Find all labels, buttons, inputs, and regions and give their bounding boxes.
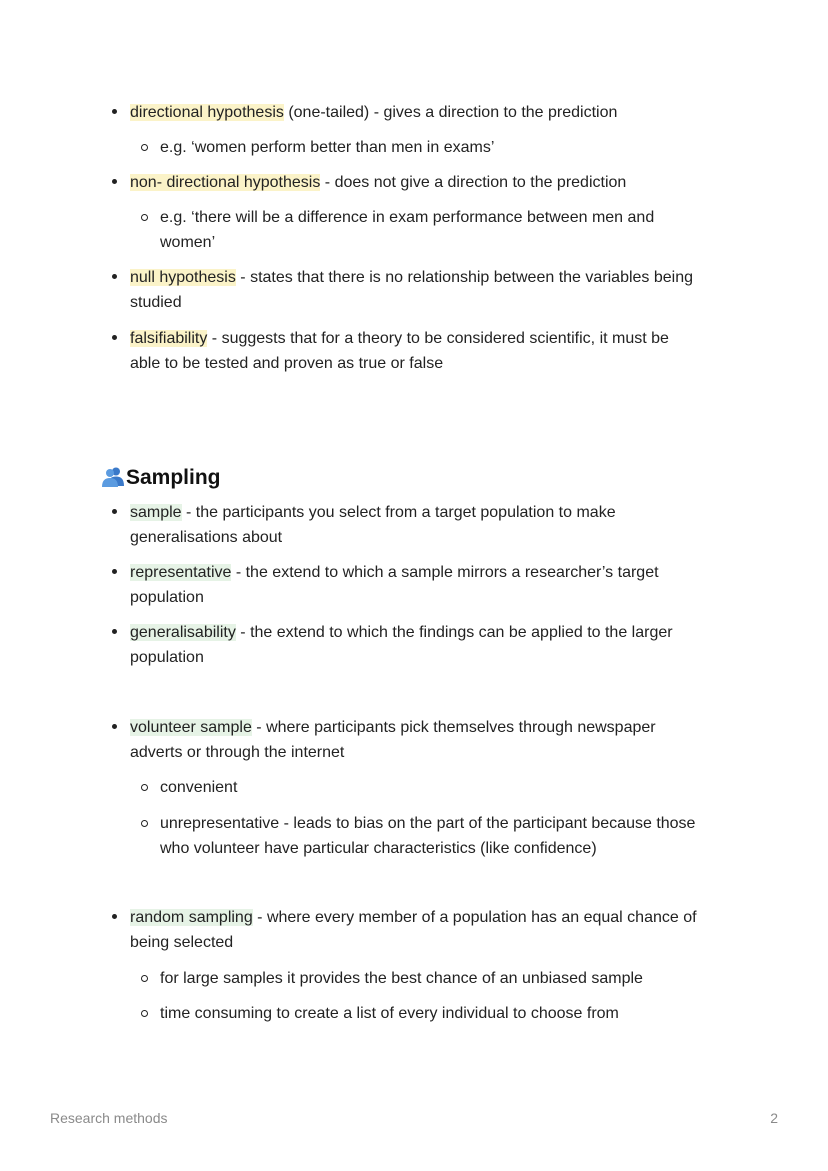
sub-item-line: who volunteer have particular characteristics (like confidence)	[160, 840, 597, 857]
example-line: women’	[160, 234, 216, 251]
bullet-ring	[141, 1010, 148, 1017]
sub-item-large-samples: for large samples it provides the best chance of an unbiased sample	[160, 970, 643, 987]
bullet-ring	[141, 820, 148, 827]
bullet-dot	[112, 724, 117, 729]
bullet-dot	[112, 109, 117, 114]
definition-text: (one-tailed) - gives a direction to the prediction	[283, 104, 618, 121]
bullet-dot	[112, 569, 117, 574]
bullet-ring	[141, 784, 148, 791]
section-heading-sampling	[102, 464, 221, 492]
sub-item-example: e.g. ‘women perform better than men in exams’	[160, 139, 495, 156]
term-highlight: representative	[130, 564, 232, 581]
bullet-dot	[112, 335, 117, 340]
definition-text: - where every member of a population has an equal chance of	[252, 909, 697, 926]
term-highlight: random sampling	[130, 909, 253, 926]
footer-title: Research methods	[50, 1110, 168, 1126]
bullet-dot	[112, 509, 117, 514]
term-highlight: null hypothesis	[130, 269, 236, 286]
bullet-ring	[141, 975, 148, 982]
definition-text: population	[130, 589, 204, 606]
sub-item-convenient: convenient	[160, 779, 238, 796]
definition-text: population	[130, 649, 204, 666]
sub-item-time-consuming: time consuming to create a list of every individual to choose from	[160, 1005, 619, 1022]
list-item-non-directional	[130, 170, 740, 195]
definition-text: being selected	[130, 934, 234, 951]
term-highlight: sample	[130, 504, 182, 521]
list-item-representative	[130, 560, 740, 610]
definition-text: - the extend to which a sample mirrors a researcher’s target	[231, 564, 659, 581]
bullet-dot	[112, 914, 117, 919]
definition-text: - suggests that for a theory to be considered scientific, it must be	[207, 330, 669, 347]
definition-text: adverts or through the internet	[130, 744, 345, 761]
definition-text: studied	[130, 294, 182, 311]
sub-item-line: unrepresentative - leads to bias on the part of the participant because those	[160, 815, 696, 832]
bullet-ring	[141, 144, 148, 151]
bullet-dot	[112, 274, 117, 279]
people-icon	[102, 465, 124, 487]
term-highlight: non- directional hypothesis	[130, 174, 321, 191]
list-item-null	[130, 265, 740, 315]
example-line: e.g. ‘there will be a difference in exam performance between men and	[160, 209, 655, 226]
definition-text: - does not give a direction to the prediction	[320, 174, 627, 191]
page-number: 2	[770, 1110, 778, 1126]
sub-item-example	[160, 205, 740, 255]
bullet-dot	[112, 179, 117, 184]
definition-text: - the participants you select from a target population to make	[181, 504, 616, 521]
list-item-directional	[130, 100, 740, 125]
definition-text: - where participants pick themselves through newspaper	[251, 719, 656, 736]
list-item-volunteer	[130, 715, 740, 765]
heading-text: Sampling	[126, 466, 221, 489]
list-item-falsifiability	[130, 326, 740, 376]
term-highlight: falsifiability	[130, 330, 208, 347]
term-highlight: directional hypothesis	[130, 104, 284, 121]
list-item-generalisability	[130, 620, 740, 670]
definition-text: generalisations about	[130, 529, 283, 546]
sub-item-unrepresentative	[160, 811, 740, 861]
definition-text: - states that there is no relationship between the variables being	[235, 269, 694, 286]
list-item-random	[130, 905, 740, 955]
bullet-ring	[141, 214, 148, 221]
list-item-sample	[130, 500, 740, 550]
definition-text: able to be tested and proven as true or false	[130, 355, 444, 372]
definition-text: - the extend to which the findings can be applied to the larger	[235, 624, 673, 641]
bullet-dot	[112, 629, 117, 634]
term-highlight: volunteer sample	[130, 719, 252, 736]
term-highlight: generalisability	[130, 624, 236, 641]
